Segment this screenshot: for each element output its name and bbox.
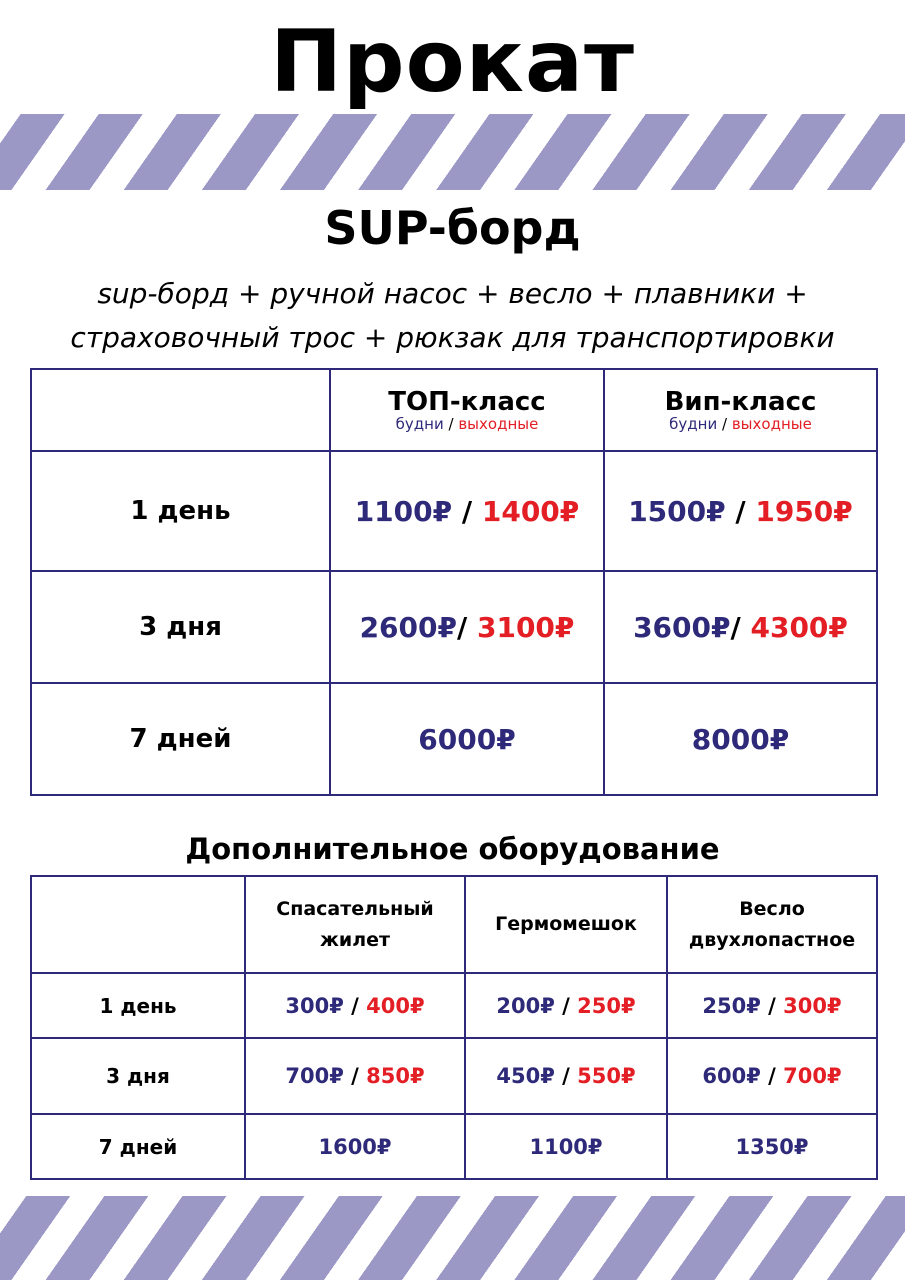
column-header-vest	[245, 876, 465, 973]
price-separator: /	[452, 494, 482, 528]
row-label: 3 дня	[31, 1038, 245, 1114]
table-row	[31, 451, 877, 571]
product-title: SUP-борд	[324, 201, 581, 255]
weekday-price: 3600₽	[633, 610, 731, 644]
column-title: Спасательный	[276, 897, 434, 920]
weekend-price: 300₽	[783, 993, 842, 1018]
weekday-price: 700₽	[285, 1064, 344, 1088]
column-title: Весло	[739, 897, 805, 920]
description-line: sup-борд + ручной насос + весло + плавники +	[97, 277, 808, 310]
sup-price-table	[30, 368, 878, 796]
description-line: страховочный трос + рюкзак для транспортировки	[70, 321, 835, 354]
price-cell	[330, 451, 604, 571]
price-cell: 8000₽	[604, 683, 877, 795]
weekday-label: будни	[395, 415, 444, 433]
table-row	[31, 683, 877, 795]
price-cell	[245, 1038, 465, 1114]
weekday-price: 600₽	[702, 1064, 761, 1088]
row-label: 1 день	[31, 973, 245, 1038]
section-title: Дополнительное оборудование	[185, 832, 720, 866]
price-cell	[465, 973, 667, 1038]
weekend-label: выходные	[731, 415, 812, 433]
weekday-price: 200₽	[496, 993, 555, 1018]
price-cell	[245, 973, 465, 1038]
column-title: Гермомешок	[495, 913, 637, 935]
row-label: 7 дней	[31, 683, 330, 795]
empty-header-cell	[31, 369, 330, 451]
extra-equipment-table	[30, 875, 878, 1180]
weekend-price: 4300₽	[750, 610, 848, 644]
price-cell	[667, 1038, 877, 1114]
weekend-price: 550₽	[577, 1064, 636, 1088]
column-header-paddle	[667, 876, 877, 973]
column-title: жилет	[319, 928, 391, 951]
price-cell	[604, 571, 877, 683]
weekend-price: 400₽	[366, 993, 425, 1018]
empty-header-cell	[31, 876, 245, 973]
stripe-band-bottom	[0, 1196, 905, 1280]
price-separator: /	[554, 993, 578, 1018]
weekend-price: 1400₽	[481, 494, 580, 528]
column-title: двухлопастное	[688, 928, 856, 951]
table-row	[31, 1038, 877, 1114]
price-separator: /	[730, 610, 751, 644]
column-header-vip	[604, 369, 877, 451]
price-cell: 1350₽	[667, 1114, 877, 1179]
price-separator: /	[343, 993, 367, 1018]
weekend-price: 850₽	[366, 1064, 425, 1088]
product-description	[0, 272, 905, 360]
weekend-price: 250₽	[577, 993, 636, 1018]
price-cell: 1100₽	[465, 1114, 667, 1179]
table-row	[31, 571, 877, 683]
legend-slash: /	[448, 415, 454, 433]
legend-slash: /	[722, 415, 728, 433]
weekday-price: 2600₽	[359, 610, 457, 644]
weekday-price: 1100₽	[354, 494, 453, 528]
row-label: 3 дня	[31, 571, 330, 683]
price-cell: 6000₽	[330, 683, 604, 795]
weekday-price: 450₽	[496, 1064, 555, 1088]
day-type-legend	[605, 416, 876, 432]
weekend-price: 3100₽	[476, 610, 575, 644]
table-header-row	[31, 369, 877, 451]
table-header-row	[31, 876, 877, 973]
row-label: 7 дней	[31, 1114, 245, 1179]
column-title: ТОП-класс	[388, 387, 546, 417]
weekday-label: будни	[669, 415, 718, 433]
stripe-band-top	[0, 114, 905, 190]
page-title: Прокат	[270, 12, 635, 112]
column-title: Вип-класс	[664, 387, 817, 417]
weekend-label: выходные	[458, 415, 539, 433]
price-cell	[465, 1038, 667, 1114]
price-cell	[667, 973, 877, 1038]
column-header-top	[330, 369, 604, 451]
weekday-price: 250₽	[702, 993, 761, 1018]
price-separator: /	[760, 993, 784, 1018]
price-cell	[604, 451, 877, 571]
price-separator: /	[725, 494, 756, 528]
price-separator: /	[343, 1064, 367, 1088]
weekend-price: 700₽	[783, 1064, 842, 1088]
price-cell	[330, 571, 604, 683]
price-cell: 1600₽	[245, 1114, 465, 1179]
weekday-price: 300₽	[285, 993, 344, 1018]
weekend-price: 1950₽	[755, 494, 853, 528]
table-row	[31, 1114, 877, 1179]
price-separator: /	[554, 1064, 578, 1088]
price-separator: /	[457, 610, 477, 644]
row-label: 1 день	[31, 451, 330, 571]
column-header-drybag	[465, 876, 667, 973]
price-separator: /	[760, 1064, 784, 1088]
weekday-price: 1500₽	[628, 494, 726, 528]
table-row	[31, 973, 877, 1038]
day-type-legend	[331, 416, 603, 432]
